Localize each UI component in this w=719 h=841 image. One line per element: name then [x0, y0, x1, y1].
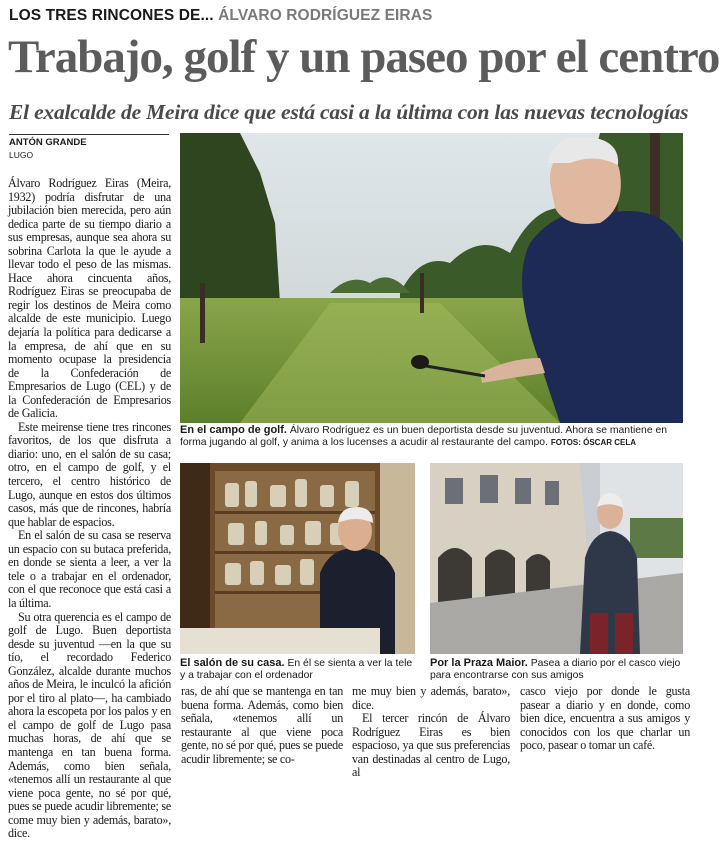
photo-living-room	[180, 463, 415, 654]
kicker-series: LOS TRES RINCONES DE...	[9, 7, 214, 24]
caption-golf: En el campo de golf. Álvaro Rodríguez es un buen deportista desde su juventud. Ahora se mantiene en forma jugando al golf, y anima a los lucenses a acudir al restaurante del campo. FOTOS: ÓSCAR CELA	[180, 424, 668, 448]
paragraph: Álvaro Rodríguez Eiras (Meira, 1932) podría disfrutar de una jubilación bien merecida, pero aún dedica parte de su tiempo diario a sus empresas, aunque sea ahora su sobrina Carlota la que le ayude a llevar todo el peso de las mismas. Hace ahora cincuenta años, Rodríguez Eiras se preocupaba de regir los destinos de Meira como alcalde de este municipio. Luego dejaría la política para dedicarse a la empresa, de ahí que en su momento ocupase la presidencia de la Confederación de Empresarios de Lugo (CEL) y de la Confederación de Empresarios de Galicia.	[8, 176, 171, 421]
paragraph: Su otra querencia es el campo de golf de Lugo. Buen deportista desde su juventud —en la que su tío, el recordado Federico González, alcalde durante muchos años de Meira, le inculcó la afición por el tiro al plato—, ha cambiado ahora la escopeta por los palos y en el campo de golf de Lugo pasa muchas horas, de ahí que se mantenga en tan buena forma. Además, como bien señala, «tenemos allí un restaurante al que viene poca gente, no sé por qué, pues se puede acudir libremente; se come muy bien y además, barato», dice.	[8, 609, 171, 841]
photo-praza-maior	[430, 463, 683, 654]
byline-divider	[9, 134, 169, 135]
byline-author: ANTÓN GRANDE	[9, 137, 87, 148]
section-kicker	[9, 7, 432, 25]
kicker-name: ÁLVARO RODRÍGUEZ EIRAS	[218, 7, 433, 24]
paragraph: ras, de ahí que se mantenga en tan buena forma. Además, como bien señala, «tenemos allí un restaurante al que viene poca gente, no sé por qué, pues se puede acudir libremente; se co-	[181, 684, 343, 766]
photo-golf-course	[180, 133, 683, 423]
paragraph: El tercer rincón de Álvaro Rodríguez Eiras es bien espacioso, ya que sus preferencias van destinadas al centro de Lugo, al	[352, 711, 510, 780]
subheadline: El exalcalde de Meira dice que está casi a la última con las nuevas tecnologías	[9, 100, 689, 124]
body-column-4	[520, 685, 690, 753]
caption-golf-text: Álvaro Rodríguez es un buen deportista desde su juventud. Ahora se mantiene en forma jugando al golf, y anima a los lucenses a acudir al restaurante del campo.	[180, 425, 668, 448]
paragraph: Este meirense tiene tres rincones favoritos, de los que disfruta a diario: uno, en el salón de su casa; otro, en el campo de golf, y el tercero, el centro histórico de Lugo, aunque en estos dos últimos casos, más que de rincones, habría que hablar de espacios.	[8, 419, 171, 529]
caption-plaza-text: Pasea a diario por el casco viejo para encontrarse con sus amigos	[430, 658, 681, 681]
headline: Trabajo, golf y un paseo por el centro	[8, 31, 719, 83]
paragraph: casco viejo por donde le gusta pasear a diario y en donde, como bien dice, encuentra a sus amigos y conocidos con los que charlar un poco, pasear o tomar un café.	[520, 684, 690, 753]
photo-credit: FOTOS: ÓSCAR CELA	[550, 438, 636, 447]
body-column-3	[352, 685, 510, 780]
caption-plaza-title: Por la Praza Maior	[430, 657, 525, 669]
caption-golf-title: En el campo de golf	[180, 424, 284, 436]
caption-salon: El salón de su casa. En él se sienta a ver la tele y a trabajar con el ordenador	[180, 657, 413, 681]
paragraph: En el salón de su casa se reserva un espacio con su butaca preferida, en donde se sienta a leer, a ver la tele o a trabajar en el ordenador, con el que reconoce que está casi a la última.	[8, 528, 171, 610]
caption-salon-text: En él se sienta a ver la tele y a trabajar con el ordenador	[180, 658, 413, 681]
paragraph: me muy bien y además, barato», dice.	[352, 684, 510, 712]
body-column-2	[181, 685, 343, 766]
caption-plaza: Por la Praza Maior. Pasea a diario por el casco viejo para encontrarse con sus amigos	[430, 657, 681, 681]
caption-salon-title: El salón de su casa	[180, 657, 282, 669]
body-column-1	[8, 177, 171, 841]
byline-place: LUGO	[9, 150, 34, 160]
